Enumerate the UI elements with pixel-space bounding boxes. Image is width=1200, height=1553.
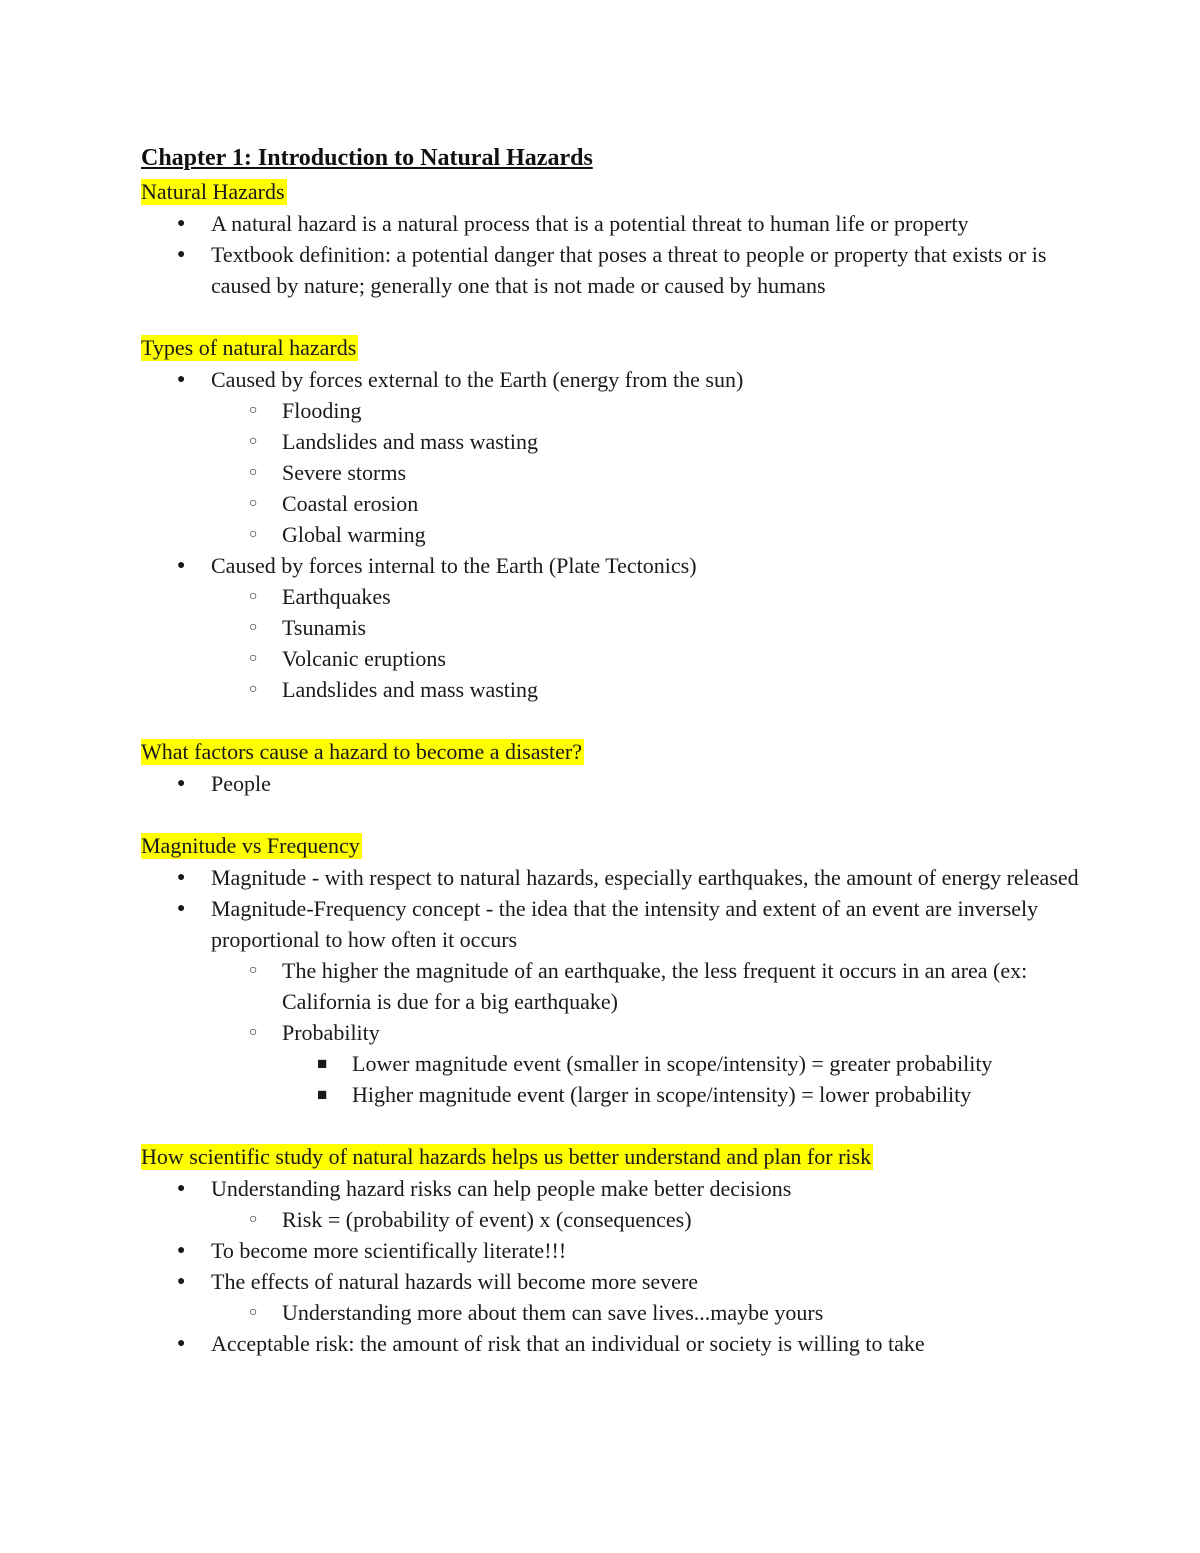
- list-item-text: A natural hazard is a natural process that is a potential threat to human life or property: [211, 211, 969, 236]
- list-item-text: Severe storms: [282, 460, 407, 485]
- section-heading: Magnitude vs Frequency: [141, 833, 360, 858]
- bullet-marker-icon: ●: [177, 247, 186, 262]
- bullet-list: [141, 364, 1081, 705]
- circle-marker-icon: ○: [249, 1212, 258, 1227]
- list-item-text: People: [211, 771, 271, 796]
- list-item: [141, 1017, 1081, 1048]
- bullet-marker-icon: ●: [177, 901, 186, 916]
- list-item-text: Global warming: [282, 522, 426, 547]
- section: [141, 736, 1081, 799]
- list-item: [141, 364, 1081, 395]
- list-item: [141, 1204, 1081, 1235]
- list-item-text: To become more scientifically literate!!!: [211, 1238, 567, 1263]
- list-item: [141, 1297, 1081, 1328]
- circle-marker-icon: ○: [249, 1025, 258, 1040]
- circle-marker-icon: ○: [249, 403, 258, 418]
- list-item-text: Landslides and mass wasting: [282, 677, 539, 702]
- list-item: [141, 768, 1081, 799]
- section-heading: How scientific study of natural hazards helps us better understand and plan for risk: [141, 1144, 872, 1169]
- circle-marker-icon: ○: [249, 434, 258, 449]
- list-item: [141, 488, 1081, 519]
- bullet-marker-icon: ●: [177, 558, 186, 573]
- bullet-marker-icon: ●: [177, 1274, 186, 1289]
- list-item-text: Coastal erosion: [282, 491, 419, 516]
- list-item-text: Flooding: [282, 398, 362, 423]
- list-item-text: Lower magnitude event (smaller in scope/intensity) = greater probability: [352, 1051, 993, 1076]
- bullet-marker-icon: ●: [177, 1336, 186, 1351]
- list-item-text: Caused by forces internal to the Earth (Plate Tectonics): [211, 553, 697, 578]
- bullet-marker-icon: ●: [177, 1181, 186, 1196]
- circle-marker-icon: ○: [249, 963, 258, 978]
- circle-marker-icon: ○: [249, 682, 258, 697]
- circle-marker-icon: ○: [249, 651, 258, 666]
- list-item: [141, 581, 1081, 612]
- circle-marker-icon: ○: [249, 1305, 258, 1320]
- circle-marker-icon: ○: [249, 620, 258, 635]
- list-item: [141, 1328, 1081, 1359]
- list-item: [141, 674, 1081, 705]
- bullet-marker-icon: ●: [177, 776, 186, 791]
- square-marker-icon: ■: [317, 1054, 328, 1073]
- list-item-text: The higher the magnitude of an earthquake, the less frequent it occurs in an area (ex: California is due for a big earthquake): [282, 958, 1028, 1014]
- list-item: [141, 1266, 1081, 1297]
- list-item-text: Tsunamis: [282, 615, 367, 640]
- list-item-text: Caused by forces external to the Earth (energy from the sun): [211, 367, 744, 392]
- page-title: Chapter 1: Introduction to Natural Hazards: [141, 145, 593, 171]
- list-item-text: Textbook definition: a potential danger that poses a threat to people or property that exists or is caused by nature; generally one that is not made or caused by humans: [211, 242, 1047, 298]
- list-item-text: Risk = (probability of event) x (consequences): [282, 1207, 692, 1232]
- bullet-list: [141, 862, 1081, 1110]
- document-body: [141, 176, 1081, 1359]
- list-item: [141, 208, 1081, 239]
- list-item-text: Earthquakes: [282, 584, 391, 609]
- square-marker-icon: ■: [317, 1085, 328, 1104]
- list-item: [141, 1235, 1081, 1266]
- section: [141, 176, 1081, 301]
- list-item-text: The effects of natural hazards will become more severe: [211, 1269, 699, 1294]
- bullet-marker-icon: ●: [177, 372, 186, 387]
- circle-marker-icon: ○: [249, 496, 258, 511]
- circle-marker-icon: ○: [249, 527, 258, 542]
- list-item: [141, 612, 1081, 643]
- bullet-marker-icon: ●: [177, 1243, 186, 1258]
- list-item-text: Higher magnitude event (larger in scope/intensity) = lower probability: [352, 1082, 972, 1107]
- list-item-text: Acceptable risk: the amount of risk that an individual or society is willing to take: [211, 1331, 925, 1356]
- list-item-text: Understanding more about them can save lives...maybe yours: [282, 1300, 824, 1325]
- list-item-text: Landslides and mass wasting: [282, 429, 539, 454]
- list-item-text: Understanding hazard risks can help people make better decisions: [211, 1176, 792, 1201]
- list-item: [141, 862, 1081, 893]
- list-item: [141, 550, 1081, 581]
- section: [141, 1141, 1081, 1359]
- list-item-text: Magnitude - with respect to natural hazards, especially earthquakes, the amount of energy released: [211, 865, 1079, 890]
- bullet-marker-icon: ●: [177, 216, 186, 231]
- section-heading: Types of natural hazards: [141, 335, 357, 360]
- list-item: [141, 955, 1081, 1017]
- section: [141, 332, 1081, 705]
- circle-marker-icon: ○: [249, 589, 258, 604]
- bullet-list: [141, 208, 1081, 301]
- bullet-list: [141, 1173, 1081, 1359]
- section: [141, 830, 1081, 1110]
- list-item: [141, 395, 1081, 426]
- bullet-marker-icon: ●: [177, 870, 186, 885]
- list-item-text: Magnitude-Frequency concept - the idea that the intensity and extent of an event are inversely proportional to how often it occurs: [211, 896, 1039, 952]
- list-item: [141, 426, 1081, 457]
- list-item: [141, 893, 1081, 955]
- section-heading: Natural Hazards: [141, 179, 285, 204]
- bullet-list: [141, 768, 1081, 799]
- list-item: [141, 1048, 1081, 1079]
- list-item: [141, 1079, 1081, 1110]
- list-item: [141, 519, 1081, 550]
- list-item: [141, 1173, 1081, 1204]
- document-page: [141, 138, 1081, 1359]
- list-item: [141, 457, 1081, 488]
- list-item: [141, 239, 1081, 301]
- list-item-text: Probability: [282, 1020, 380, 1045]
- circle-marker-icon: ○: [249, 465, 258, 480]
- list-item: [141, 643, 1081, 674]
- list-item-text: Volcanic eruptions: [282, 646, 446, 671]
- section-heading: What factors cause a hazard to become a disaster?: [141, 739, 582, 764]
